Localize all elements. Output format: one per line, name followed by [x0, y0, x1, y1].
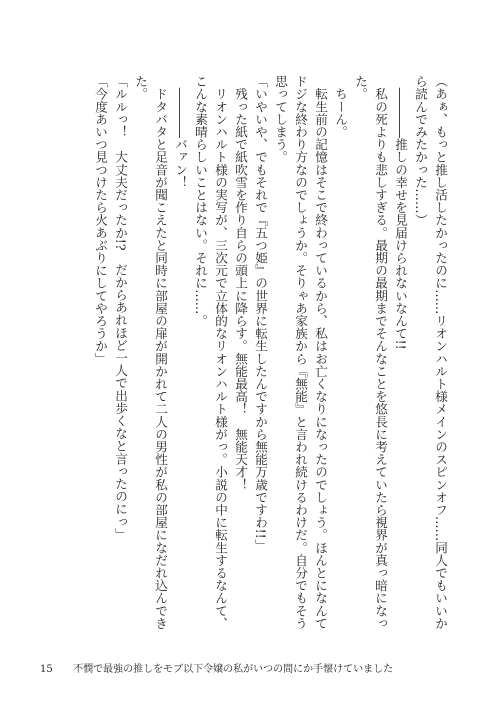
text-line: ら読んでみたかった……） — [413, 75, 428, 227]
body-text — [50, 75, 450, 653]
text-line: ドタバタと足音が聞こえたと同時に部屋の扉が開かれて二人の男性が私の部屋になだれ込んでき — [153, 75, 168, 630]
text-line: 「今度あいつ見つけたら火あぶりにしてやろうか」 — [93, 75, 108, 365]
text-line: リオンハルト様の実写が、三次元で立体的なリオンハルト様がっ。小説の中に転生するなんて、 — [213, 75, 228, 630]
text-line: た。 — [133, 75, 148, 101]
text-line: ――――バァン！ — [173, 75, 188, 189]
text-line: 転生前の記憶はそこで終わっているから、私はお亡くなりになったのでしょう。ほんとになんて — [313, 75, 328, 630]
text-line: ドジな終わり方なのでしょうか。そりゃあ家族から『無能』と言われ続けるわけだ。自分でもそう — [293, 75, 308, 630]
page-number: 15 — [40, 664, 53, 675]
text-line: こんな素晴らしいことはない。それに……。 — [193, 75, 208, 327]
text-line: た。 — [353, 75, 368, 101]
text-line: （あぁ、もっと推し活したかったのに……リオンハルト様メインのスピンオフ……同人でもいいか — [433, 75, 448, 630]
running-title: 不憫で最強の推しをモブ以下令嬢の私がいつの間にか手懐けていました — [73, 664, 394, 675]
text-line: 思ってしまう。 — [273, 75, 288, 164]
text-line: 残った紙で紙吹雪を作り自らの頭上に降らす。無能最高！ 無能天才！ — [233, 75, 248, 491]
text-line: 「いやいや、でもそれで『五つ姫』の世界に転生したんですから無能万歳ですわ!!」 — [253, 75, 268, 552]
text-line: ――――推しの幸せを見届けられないなんて!! — [393, 75, 408, 350]
text-line: 私の死よりも悲しすぎる。最期の最期までそんなことを悠長に考えていたら視界が真っ暗になっ — [373, 75, 388, 630]
page-footer — [40, 663, 460, 677]
text-line: ちーん。 — [333, 75, 348, 138]
text-line: 「ルルっ！ 大丈夫だったか!? だからあれほど一人で出歩くなと言ったのにっ」 — [113, 75, 128, 541]
